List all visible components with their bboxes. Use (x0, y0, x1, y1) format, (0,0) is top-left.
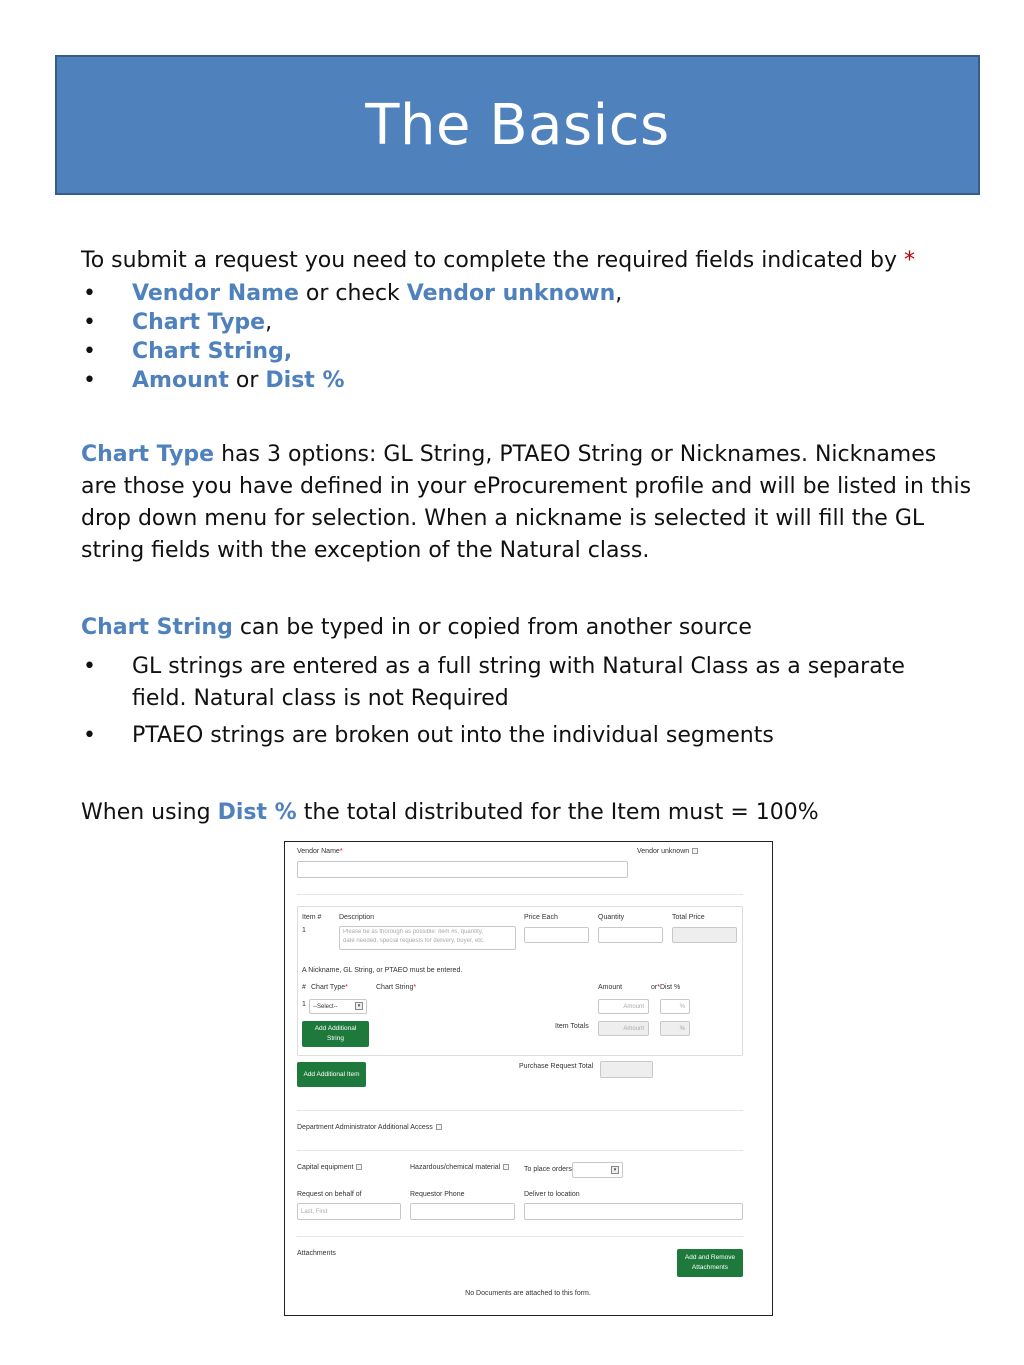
intro-text: To submit a request you need to complete the required fields indicated by (81, 248, 905, 273)
nickname-notice: A Nickname, GL String, or PTAEO must be entered. (302, 967, 463, 974)
purchase-request-total-label: Purchase Request Total (519, 1063, 594, 1070)
chart-type-select[interactable] (309, 999, 367, 1014)
placeholder: Amount (623, 1026, 644, 1032)
chart-type-paragraph (81, 439, 976, 567)
placeholder: % (679, 1004, 685, 1010)
label-text: Department Administrator Additional Access (297, 1124, 433, 1131)
label-text: Chart Type (311, 984, 346, 991)
description-input[interactable] (339, 926, 516, 950)
placeholder: % (679, 1026, 685, 1032)
bullet: • (83, 281, 96, 306)
chart-row-number: 1 (302, 1001, 306, 1008)
capital-equipment (297, 1164, 362, 1171)
chevron-down-icon: ▾ (355, 1002, 363, 1010)
bullet: • (83, 723, 96, 748)
attachments-label: Attachments (297, 1250, 336, 1257)
no-documents-text: No Documents are attached to this form. (465, 1290, 591, 1297)
vendor-name-label (297, 848, 343, 855)
chart-string-label (376, 984, 416, 991)
purchase-request-total-field (600, 1061, 653, 1078)
connector-text: or check (298, 281, 407, 306)
chart-string-text: can be typed in or copied from another source (232, 615, 752, 640)
add-additional-item-button[interactable]: Add Additional Item (297, 1062, 366, 1087)
label-text: Vendor Name (297, 848, 340, 855)
dist-label (651, 984, 680, 991)
connector-text: or (228, 368, 266, 393)
required-asterisk: * (339, 848, 343, 855)
label-text: Chart String (376, 984, 414, 991)
deliver-location-input[interactable] (524, 1203, 743, 1220)
list-item (81, 721, 774, 750)
list-item (81, 279, 622, 308)
deliver-location-label: Deliver to location (524, 1191, 580, 1198)
price-each-input[interactable] (524, 927, 589, 943)
required-asterisk: * (413, 984, 417, 991)
hazardous-checkbox[interactable] (503, 1164, 509, 1170)
amount-term: Amount (132, 368, 229, 393)
vendor-unknown-term: Vendor unknown (406, 281, 616, 306)
row-hash-header: # (302, 984, 306, 991)
placeholder: Last, First (301, 1209, 328, 1215)
list-item (81, 308, 272, 337)
item-totals-dist (660, 1021, 690, 1036)
quantity-input[interactable] (598, 927, 663, 943)
placeholder-line: date needed, special requests for delivery, buyer, etc. (343, 938, 485, 944)
vendor-unknown-checkbox[interactable] (692, 848, 698, 854)
label-text: Capital equipment (297, 1164, 354, 1171)
total-price-field (672, 927, 737, 943)
intro-line (81, 246, 915, 275)
label-text: Dist % (659, 984, 681, 991)
capital-equipment-checkbox[interactable] (356, 1164, 362, 1170)
requestor-phone-input[interactable] (410, 1203, 515, 1220)
ptaeo-note: PTAEO strings are broken out into the individual segments (132, 723, 774, 748)
punctuation: , (265, 310, 273, 335)
dist-pre: When using (81, 800, 218, 825)
dist-term: Dist % (265, 368, 345, 393)
add-additional-string-button[interactable]: Add Additional String (302, 1021, 369, 1047)
chart-type-text: has 3 options: GL String, PTAEO String or Nicknames. Nicknames are those you have defined in your eProcurement profile and will be listed in this drop down menu for selection. When a nickname is selected it will fill the GL string fields with the exception of the Natural class. (81, 442, 972, 563)
title-banner (55, 55, 980, 195)
chart-type-term: Chart Type (132, 310, 266, 335)
list-item (81, 651, 961, 715)
placeholder-line: Please be as thorough as possible: item #s, quantity, (343, 929, 483, 935)
price-each-header: Price Each (524, 914, 558, 921)
dist-post: the total distributed for the Item must = 100% (296, 800, 819, 825)
requestor-phone-label: Requestor Phone (410, 1191, 465, 1198)
dist-paragraph (81, 798, 819, 827)
label-text: Vendor unknown (637, 848, 690, 855)
request-form (284, 841, 773, 1316)
dist-input[interactable] (660, 999, 690, 1014)
chart-string-paragraph (81, 613, 752, 642)
total-price-header: Total Price (672, 914, 705, 921)
to-place-orders-label: To place orders (524, 1166, 572, 1173)
request-behalf-label: Request on behalf of (297, 1191, 362, 1198)
chevron-down-icon: ▾ (611, 1166, 619, 1174)
placeholder: Amount (623, 1004, 644, 1010)
hazardous-material (410, 1164, 509, 1171)
page-title: The Basics (365, 92, 670, 158)
quantity-header: Quantity (598, 914, 625, 921)
punctuation: , (615, 281, 623, 306)
vendor-unknown (637, 848, 698, 855)
bullet: • (83, 339, 96, 364)
required-asterisk: * (904, 248, 916, 273)
request-behalf-input[interactable] (297, 1203, 401, 1220)
item-totals-amount (598, 1021, 649, 1036)
to-place-orders-select[interactable] (572, 1162, 623, 1178)
add-remove-attachments-button[interactable]: Add and Remove Attachments (677, 1249, 743, 1277)
required-asterisk: * (345, 984, 348, 991)
bullet: • (83, 310, 96, 335)
or-text: or (651, 984, 658, 991)
label-text: Hazardous/chemical material (410, 1164, 501, 1171)
required-asterisk: * (657, 984, 660, 991)
dist-lead: Dist % (217, 800, 297, 825)
chart-type-lead: Chart Type (81, 442, 215, 467)
vendor-name-term: Vendor Name (132, 281, 299, 306)
dept-admin-checkbox[interactable] (436, 1124, 442, 1130)
bullet: • (83, 654, 96, 679)
dept-admin-access (297, 1124, 442, 1131)
chart-string-lead: Chart String (81, 615, 233, 640)
chart-string-term: Chart String, (132, 339, 293, 364)
item-totals-label: Item Totals (555, 1023, 589, 1030)
amount-label: Amount (598, 984, 623, 991)
chart-type-label (311, 984, 348, 991)
list-item (81, 337, 292, 366)
item-number: 1 (302, 927, 306, 934)
bullet: • (83, 368, 96, 393)
list-item (81, 366, 345, 395)
description-header: Description (339, 914, 375, 921)
amount-input[interactable] (598, 999, 649, 1014)
gl-string-note: GL strings are entered as a full string with Natural Class as a separate field. Natural class is not Required (132, 654, 905, 711)
vendor-name-input[interactable] (297, 861, 628, 878)
select-value: --Select-- (313, 1004, 338, 1010)
item-number-header: Item # (302, 914, 322, 921)
